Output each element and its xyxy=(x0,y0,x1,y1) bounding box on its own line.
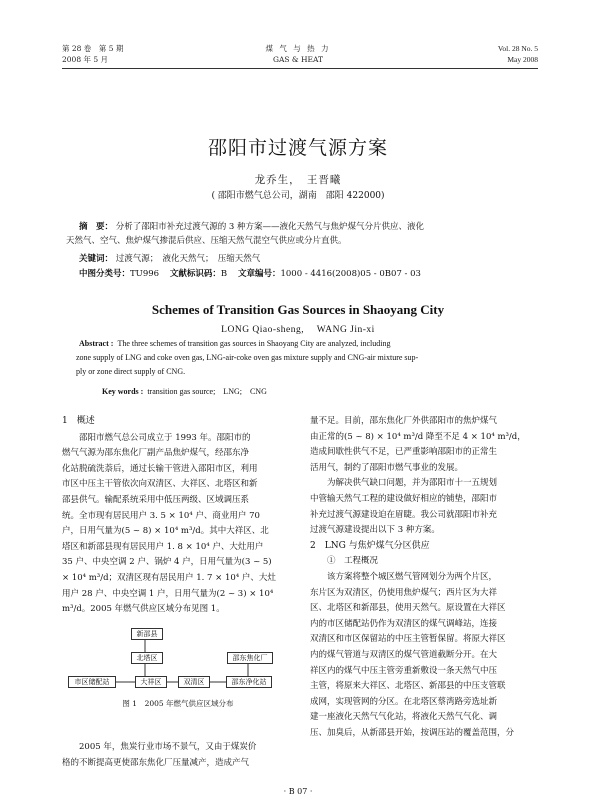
node-shuangqing: 双清区 xyxy=(178,676,210,688)
text-line: 统。全市现有居民用户 3. 5 × 10⁴ 户、商业用户 70 xyxy=(62,510,260,521)
section-1-heading: 1 概述 xyxy=(62,416,95,426)
header-journal-en: GAS & HEAT xyxy=(272,55,323,64)
keywords-en-label: Key words : xyxy=(102,387,144,396)
node-storage-station: 市区储配站 xyxy=(68,676,116,688)
text-line: 内的煤气管道与双清区的煤气管道截断分开。在大 xyxy=(310,649,498,660)
authors-cn: 龙乔生， 王晋曦 xyxy=(254,174,342,186)
cls-label: 中图分类号： xyxy=(79,269,131,279)
text-line: 中管输天然气工程的建设做好相应的铺垫，邵阳市 xyxy=(310,493,498,504)
abstract-en-line1: The three schemes of transition gas sources in Shaoyang City are analyzed, including xyxy=(117,339,391,348)
abstract-en-line3: ply or zone direct supply of CNG. xyxy=(76,367,186,376)
right-para-1 xyxy=(310,414,538,476)
text-line: 建一座液化天然气气化站，将液化天然气气化、调 xyxy=(310,712,498,723)
doc-value: B xyxy=(220,269,228,279)
text-line: 双清区和市区保留站的中压主管暂保留。将原大祥区 xyxy=(310,634,506,645)
text-line: 量不足。目前，邵东焦化厂外供邵阳市的焦炉煤气 xyxy=(310,416,498,426)
right-para-3 xyxy=(310,570,538,742)
node-beita: 北塔区 xyxy=(131,652,163,664)
text-line: 35 户、中央空调 2 户、锅炉 4 户，日用气量为(3 ~ 5) xyxy=(62,557,272,568)
header-rule xyxy=(62,68,538,69)
header-journal-cn: 煤 气 与 热 力 xyxy=(265,44,331,53)
left-para-2 xyxy=(62,740,290,771)
text-line: 格的不断提高更使邵东焦化厂压量减产，造成产气 xyxy=(62,757,250,768)
title-en: Schemes of Transition Gas Sources in Shaoyang City xyxy=(151,302,445,317)
node-xinshao: 新邵县 xyxy=(131,628,163,640)
text-line: 主管，将原来大祥区、北塔区、新邵县的中压支管联 xyxy=(310,681,506,692)
keywords-cn xyxy=(79,253,539,267)
abstract-cn-cont xyxy=(66,235,546,249)
abstract-cn-line2: 天然气、空气、焦炉煤气掺混后供应、压缩天然气混空气供应或分片直供。 xyxy=(66,236,347,246)
subsection-1-heading: ① 工程概况 xyxy=(327,556,379,567)
text-line: 东片区为双清区，仍使用焦炉煤气；西片区为大祥 xyxy=(310,587,498,598)
authors-en: LONG Qiao-sheng, WANG Jin-xi xyxy=(221,325,375,335)
page-title: 邵阳市过渡气源方案 xyxy=(207,137,388,159)
text-line: 为解决供气缺口问题，并为邵阳市十一五规划 xyxy=(327,478,498,489)
figure-1 xyxy=(62,624,294,736)
text-line: 用户 28 户、中央空调 1 户，日用气量为(2 ~ 3) × 10⁴ xyxy=(62,588,274,599)
left-para-1 xyxy=(62,431,290,618)
affiliation-cn: ( 邵阳市燃气总公司，湖南 邵阳 422000) xyxy=(211,191,385,201)
abstract-cn xyxy=(79,221,539,235)
header-date-cn: 2008 年 5 月 xyxy=(62,55,109,64)
text-line: 过渡气源建设提出以下 3 种方案。 xyxy=(310,525,440,536)
text-line: 该方案将整个城区燃气管网划分为两个片区， xyxy=(327,571,498,582)
text-line: 区、北塔区和新邵县，使用天然气。原设置在大祥区 xyxy=(310,603,506,614)
text-line: 塔区和新邵县现有居民用户 1. 8 × 10⁴ 户、大灶用户 xyxy=(62,541,264,552)
text-line: m³/d。2005 年燃气供应区域分布见图 1。 xyxy=(62,604,225,615)
keywords-cn-text: 过渡气源； 液化天然气； 压缩天然气 xyxy=(115,254,261,264)
text-line: 祥区内的煤气中压主管旁重新敷设一条天然气中压 xyxy=(310,665,498,676)
art-label: 文章编号： xyxy=(237,269,281,279)
header-volume-cn: 第 28 卷 第 5 期 xyxy=(62,44,124,53)
text-line: 由正常的(5 ~ 8) × 10⁴ m³/d 降至不足 4 × 10⁴ m³/d， xyxy=(310,431,526,442)
page-number: · B 07 · xyxy=(283,787,313,796)
right-column xyxy=(310,414,538,741)
text-line: 化站脱硫洗萘后，通过长输干管进入邵阳市区，利用 xyxy=(62,463,258,474)
abstract-en-line2: zone supply of LNG and coke oven gas, LNG-air-coke oven gas mixture supply and CNG-air mixture sup- xyxy=(76,353,419,362)
text-line: 内的市区储配站仍作为双清区的煤气调峰站，连接 xyxy=(310,618,498,629)
section-2-heading: 2 LNG 与焦炉煤气分区供应 xyxy=(310,540,430,551)
keywords-en-text: transition gas source; LNG; CNG xyxy=(147,387,267,396)
header-date-en: May 2008 xyxy=(507,55,538,64)
text-line: 燃气气源为邵东焦化厂副产品焦炉煤气，经邵东净 xyxy=(62,448,250,459)
text-line: 成网，实现管网的分区。在北塔区蔡湾路旁选址新 xyxy=(310,696,498,707)
text-line: 户，日用气量为(5 ~ 8) × 10⁴ m³/d。其中大祥区、北 xyxy=(62,526,269,537)
text-line: 活用气，制约了邵阳市燃气事业的发展。 xyxy=(310,462,464,473)
doc-label: 文献标识码： xyxy=(169,269,221,279)
node-daxiang: 大祥区 xyxy=(135,676,167,688)
art-value: 1000 - 4416(2008)05 - 0B07 - 03 xyxy=(280,269,421,279)
text-line: 补充过渡气源建设迫在眉睫。我公司就邵阳市补充 xyxy=(310,509,498,520)
text-line: × 10⁴ m³/d；双清区现有居民用户 1. 7 × 10⁴ 户、大灶 xyxy=(62,572,276,583)
left-column xyxy=(62,414,290,618)
node-shaodong-coking: 邵东焦化厂 xyxy=(227,652,273,664)
classification-row xyxy=(79,268,549,282)
right-para-2 xyxy=(310,476,538,538)
keywords-cn-label: 关键词： xyxy=(79,254,114,264)
keywords-en xyxy=(102,386,267,397)
abstract-en-label: Abstract : xyxy=(79,339,114,348)
figure-1-caption: 图 1 2005 年燃气供应区域分布 xyxy=(122,699,234,708)
cls-value: TU996 xyxy=(130,269,160,279)
text-line: 邵县供气。输配系统采用中低压两级、区域调压系 xyxy=(62,494,250,505)
node-purification-station: 邵东净化站 xyxy=(226,676,272,688)
header-volume-en: Vol. 28 No. 5 xyxy=(497,44,538,53)
text-line: 造成间歇性供气不足，已严重影响邵阳市的正常生 xyxy=(310,447,498,458)
text-line: 市区中压主干管依次向双清区、大祥区、北塔区和新 xyxy=(62,479,258,490)
abstract-en xyxy=(76,337,539,379)
text-line: 邵阳市燃气总公司成立于 1993 年。邵阳市的 xyxy=(79,432,251,443)
abstract-cn-label: 摘 要： xyxy=(79,222,114,232)
text-line: 2005 年，焦炭行业市场不景气，又由于煤炭价 xyxy=(79,742,257,752)
abstract-cn-line1: 分析了邵阳市补充过渡气源的 3 种方案——液化天然气与焦炉煤气分片供应、液化 xyxy=(115,222,425,232)
text-line: 压、加臭后，从新邵县开始，按调压站的覆盖范围，分 xyxy=(310,727,515,738)
